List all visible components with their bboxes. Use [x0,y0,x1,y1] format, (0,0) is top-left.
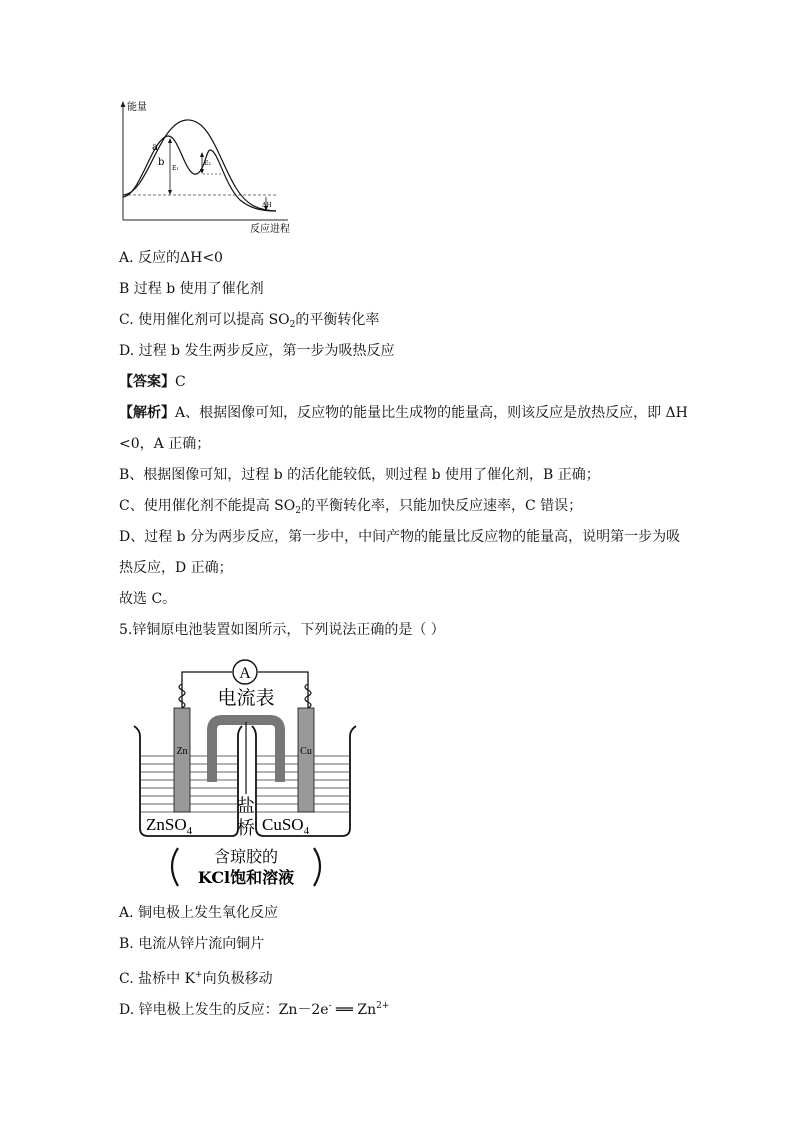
q4-analysis-d-cont: 热反应，D 正确； [119,560,233,576]
q5-option-d-sup1: - [328,1001,332,1011]
analysis-c-sub: 2 [295,506,301,516]
right-solution-sub: 4 [303,825,310,837]
analysis-c-pre: C、使用催化剂不能提高 SO [119,498,296,514]
note-line-1: 含琼胶的 [213,847,279,866]
right-solution-name: CuSO [262,815,304,834]
q4-option-b: B 过程 b 使用了催化剂 [119,281,264,297]
e1-label: E₁ [172,165,179,172]
analysis-label: 【解析】 [119,405,175,421]
q4-option-c-pre: C. 使用催化剂可以提高 SO [119,312,290,328]
energy-profile-diagram [118,98,300,236]
e2-arrow-head-down [200,169,204,174]
galvanic-cell-diagram [128,654,364,894]
answer-value: C [175,374,186,390]
q5-option-d-sup2: 2+ [376,1001,390,1011]
q5-option-c [119,965,273,989]
q5-option-d-pre: D. 锌电极上发生的反应：Zn－2e [119,1002,329,1018]
left-paren [172,848,178,886]
q4-analysis-a-cont: <0，A 正确； [119,436,211,452]
salt-bridge-label-1: 盐 [237,796,255,817]
q5-option-d [119,996,389,1020]
curve-a-label: a [152,142,158,153]
analysis-c-post: 的平衡转化率，只能加快反应速率，C 错误； [300,498,583,514]
ammeter-label: 电流表 [217,687,275,709]
q5-stem: 5.锌铜原电池装置如图所示，下列说法正确的是（ ） [119,622,445,638]
y-axis-arrow [121,101,126,107]
q4-analysis-d: D、过程 b 分为两步反应，第一步中，中间产物的能量比反应物的能量高，说明第一步为吸 [119,529,681,545]
q5-option-c-sup: + [195,970,203,980]
q5-option-a: A. 铜电极上发生氧化反应 [119,905,279,921]
analysis-a-text: A、根据图像可知，反应物的能量比生成物的能量高，则该反应是放热反应，即 ΔH [175,405,688,421]
curve-b-label: b [158,157,165,168]
q4-option-c-sub: 2 [289,320,296,330]
e1-arrow-head-down [168,190,172,195]
q5-option-b: B. 电流从锌片流向铜片 [119,936,265,952]
q4-conclusion: 故选 C。 [119,591,177,607]
q4-option-c-post: 的平衡转化率 [295,312,380,328]
q4-option-a: A. 反应的ΔH<0 [119,250,223,266]
q4-option-c [119,310,379,335]
q4-analysis-c [119,496,582,521]
x-axis-label: 反应进程 [250,224,290,235]
q5-option-c-post: 向负极移动 [202,971,273,987]
dh-label: ΔH [262,202,272,209]
e2-arrow-head-up [200,152,204,157]
q5-option-d-mid: ══ Zn [331,1002,377,1018]
e2-label: E₂ [204,160,211,167]
left-solution-sub: 4 [186,825,193,837]
salt-bridge-label-2: 桥 [237,818,255,839]
left-solution-name: ZnSO [146,815,187,834]
right-paren [314,848,320,886]
cu-label: Cu [300,746,312,757]
zinc-electrode [174,708,190,812]
q4-option-d: D. 过程 b 发生两步反应，第一步为吸热反应 [119,343,395,359]
e1-arrow-head-up [168,138,172,143]
copper-electrode [298,708,314,812]
zn-label: Zn [176,746,188,757]
q4-analysis-b: B、根据图像可知，过程 b 的活化能较低，则过程 b 使用了催化剂，B 正确； [119,467,600,483]
answer-label: 【答案】 [119,374,175,390]
ammeter-symbol: A [239,665,251,682]
left-solution-label [146,815,193,837]
right-solution-label [262,815,310,837]
note-line-2: KCl饱和溶液 [197,868,295,887]
q4-analysis-a [119,403,688,423]
q4-answer [119,372,186,392]
q5-option-c-pre: C. 盐桥中 K [119,971,196,987]
y-axis-label: 能量 [127,102,147,113]
